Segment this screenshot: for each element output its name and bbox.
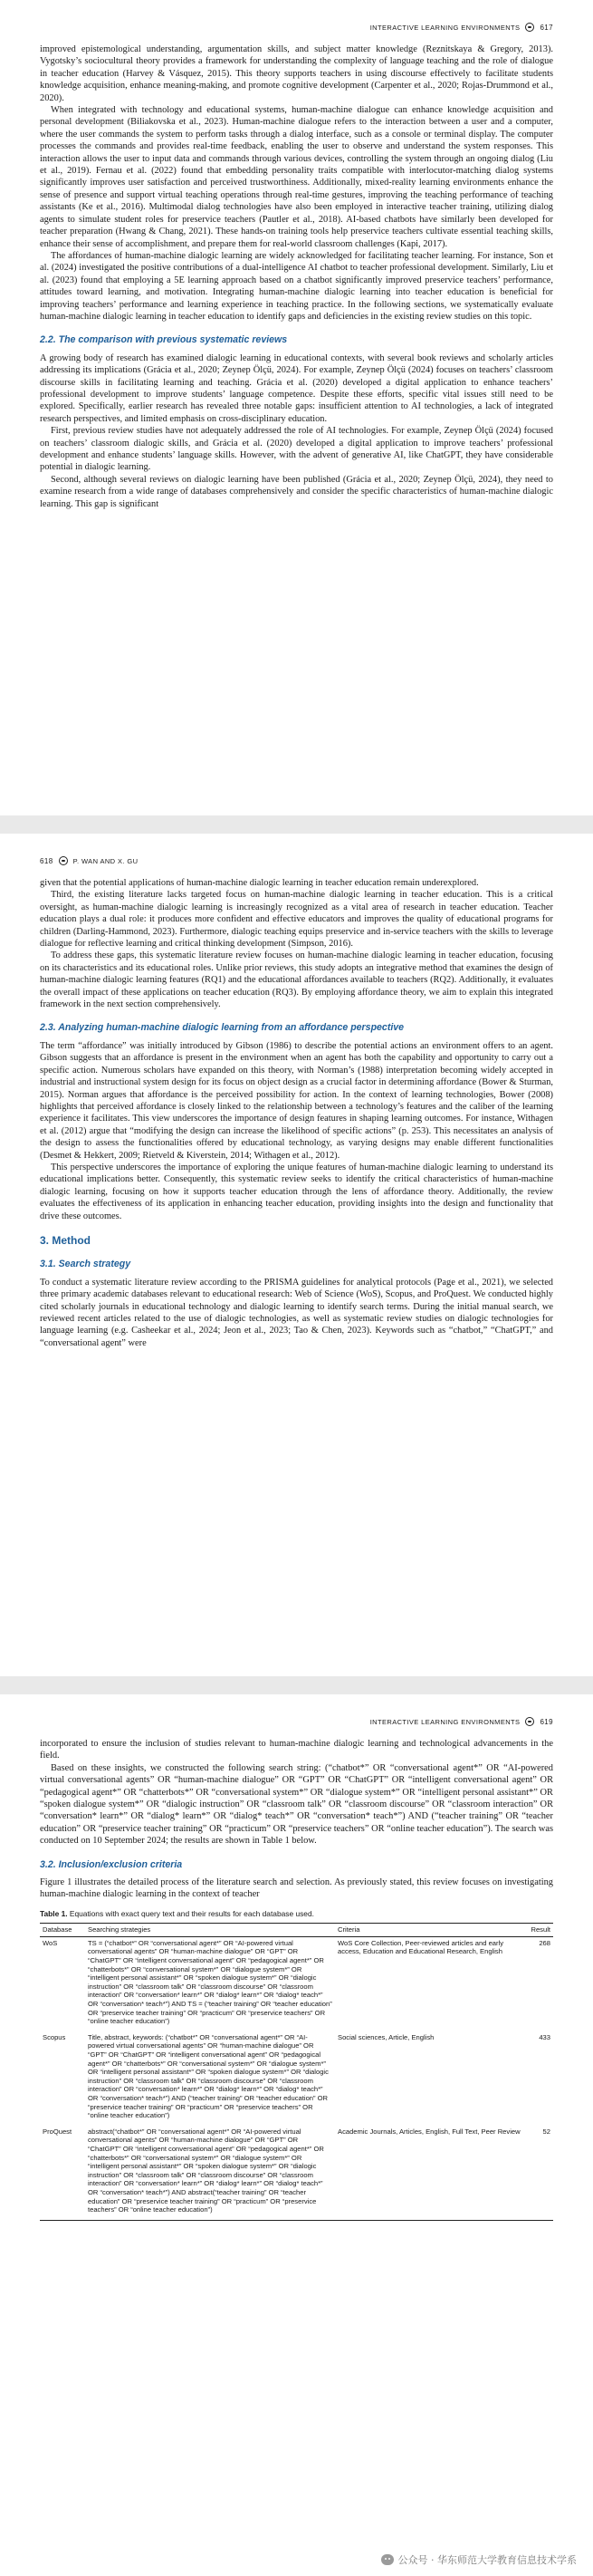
journal-logo-icon	[59, 856, 68, 865]
paragraph: To address these gaps, this systematic literature review focuses on human-machine dialogic learning in teacher education, focusing on its characteristics and its educational roles. Unlike prior reviews, this study adopts an integrative method that examines the design of human-machine dialogic learning features (RQ1) and the educational affordances available to teachers (RQ2). Additionally, it evaluates the overall impact of these applications on teacher education (RQ3). By employing affordance theory, we aim to explain this integrated framework in the next section comprehensively.	[40, 950, 553, 1010]
wechat-icon	[381, 2554, 394, 2565]
author-names: P. WAN AND X. GU	[72, 856, 139, 865]
subsection-heading: 3.2. Inclusion/exclusion criteria	[40, 1858, 183, 1870]
criteria-cell: Social sciences, Article, English	[338, 2032, 435, 2041]
search-strategy-cell: abstract(“chatbot*” OR “conversational agent*” OR “AI-powered virtual conversational agents” OR “human-machine dialogue” OR “GPT” OR “ChatGPT” OR “intelligent conversational agent” OR “pedagogical agent*” OR “chatterbots*” OR “conversational system*” OR “dialogue system*” OR “intelligent personal assistant*” OR “spoken dialogue system*” OR “dialogic instruction” OR “classroom talk” OR “classroom discourse” OR “classroom interaction” OR “conversation* learn*” OR “dialog* learn*” OR “dialog* teach*” OR “conversation* teach*”) AND abstract(“teacher training” OR “teacher education” OR “preservice teacher training” OR “practicum” OR “preservice teachers” OR “online teacher education”)	[85, 2126, 335, 2220]
paragraph: improved epistemological understanding, argumentation skills, and subject matter knowledge (Reznitskaya & Gregory, 2013). Vygotsky’s sociocultural theory provides a framework for understanding the complexity of language teaching and the role of dialogue in teacher education (Harvey & Vásquez, 2015). This theory supports teachers in using discourse effectively to facilitate students knowledge acquisition, enhance meaning-making, and promote cognitive development (Carpenter et al., 2020; Rojas-Drummond et al., 2020).	[40, 44, 553, 103]
result-cell: 433	[539, 2032, 550, 2041]
table-caption	[40, 1908, 553, 1920]
paragraph: incorporated to ensure the inclusion of studies relevant to human-machine dialogic learning and technological advancements in the field.	[40, 1739, 553, 1761]
table-row	[40, 2126, 553, 2220]
paragraph: The term “affordance” was initially introduced by Gibson (1986) to describe the potential actions an environment offers to an agent. Gibson suggests that an affordance is present in the environment when an agent has both the capability and opportunity to carry out a specific action. Numerous scholars have expanded on this theory, with Norman’s (1988) interpretation becoming widely accepted in industrial and instructional system design for its focus on object design as a crucial factor in determining affordance (Bower & Sturman, 2015). Norman argues that affordance is the perceived possibility for action. In the context of learning technologies, Bower (2008) highlights that perceived affordance is closely linked to the relationship between a technology’s features and the caliber of the learning experience it facilitates. This view underscores the importance of design features in shaping learning outcomes. For instance, Withagen et al. (2012) argue that “modifying the design can increase the likelihood of specific actions” (p. 253). This necessitates an analysis of the design to assess the functionalities offered by educational technology, as varying designs may enable different functionalities (Desmet & Hekkert, 2009; Rietveld & Kiverstein, 2014; Withagen et al., 2012).	[40, 1040, 553, 1161]
table-row	[40, 2031, 553, 2126]
paragraph: When integrated with technology and educational systems, human-machine dialogue can enhance knowledge acquisition and personal development (Biliakovska et al., 2023). Human-machine dialogue refers to the interaction between a user and a computer, where the user commands the system to perform tasks through a dialog interface, such as a console or terminal display. The computer processes the commands and provides real-time feedback, enabling the user to observe and understand the system responses. This interaction allows the user to input data and commands through various devices, controlling the system through an ongoing dialog (Liu et al., 2019). Fernau et al. (2022) found that embedding personality traits compatible with interlocutor-matching dialog systems significantly improves user satisfaction and perceived trustworthiness. Additionally, mixed-reality learning environments enhance the sense of presence and support virtual teaching operations through real-time gestures, improving the teaching performance of teaching assistants (Ke et al., 2016). Multimodal dialog technologies have also been employed in interactive teacher training, utilizing dialog agents to simulate student roles for preservice teachers (Pautler et al., 2018). AI-based chatbots have similarly been developed for teacher preparation (Hwang & Chang, 2021). These hands-on training tools help preservice teachers cultivate essential teaching skills, enhance their sense of accomplishment, and prepare them for real-world classroom challenges (Kapi, 2017).	[40, 105, 553, 249]
paragraph: The affordances of human-machine dialogic learning are widely acknowledged for facilitating teacher learning. For instance, Son et al. (2024) investigated the positive contributions of a dual-intelligence AI chatbot to teacher professional development. Similarly, Liu et al. (2023) found that employing a 5E learning approach based on a chatbot significantly improved preservice teachers’ performance, attitudes toward learning, and motivation. Integrating human-machine dialogic learning into teacher education is beneficial for improving teachers’ performance and learning experience in teaching practice. In the following sections, we systematically evaluate human-machine dialogic learning in teacher education to identify gaps and deficiencies in the existing review studies on this topic.	[40, 250, 553, 322]
page-number: 617	[540, 23, 553, 32]
page-617	[0, 0, 593, 815]
page-body	[40, 43, 553, 510]
database-cell: Scopus	[43, 2032, 66, 2041]
subsection-heading: 2.2. The comparison with previous systematic reviews	[40, 334, 288, 346]
column-header: Criteria	[335, 1924, 526, 1937]
page-618	[0, 834, 593, 1676]
column-header: Searching strategies	[85, 1924, 335, 1937]
paragraph: To conduct a systematic literature review according to the PRISMA guidelines for analytical protocols (Page et al., 2021), we selected three primary academic databases relevant to educational research: Web of Science (WoS), Scopus, and ProQuest. We conducted highly cited scholarly journals in educational technology and dialogic learning to identify search terms. During the initial manual search, we reviewed recent articles related to the use of dialogic technologies, as well as systematic review studies on dialogic technologies for language learning (e.g. Casheekar et al., 2024; Jeon et al., 2023; Tao & Chen, 2023). Keywords such as “chatbot,” “ChatGPT,” and “conversational agent” were	[40, 1277, 553, 1348]
page-body	[40, 1738, 553, 2221]
result-cell: 268	[539, 1938, 550, 1947]
paragraph: Figure 1 illustrates the detailed process of the literature search and selection. As previously stated, this review focuses on investigating human-machine dialogic learning in the context of teacher	[40, 1877, 553, 1900]
table-label: Table 1.	[40, 1908, 68, 1918]
page-619	[0, 1694, 593, 2576]
running-header	[40, 854, 553, 868]
running-header	[40, 1714, 553, 1729]
section-heading: 3. Method	[40, 1233, 91, 1247]
paragraph: given that the potential applications of human-machine dialogic learning in teacher education remain underexplored.	[40, 878, 479, 888]
paragraph: A growing body of research has examined dialogic learning in educational contexts, with several book reviews and scholarly articles addressing its implications (Grácia et al., 2020; Zeynep Ölçü, 2024). For example, Zeynep Ölçü (2024) focuses on teachers’ classroom discourse skills in facilitating learning and teaching. Grácia et al. (2020) developed a digital application to enhance teachers’ professional development to improve students’ language competence. Despite these efforts, specific vital issues still need to be explored. Specifically, earlier research has revealed three notable gaps: insufficient attention to AI technologies, a lack of integrated research perspectives, and limited emphasis on cross-disciplinary education.	[40, 352, 553, 424]
result-cell: 52	[526, 2126, 553, 2220]
criteria-cell: Academic Journals, Articles, English, Full Text, Peer Review	[335, 2126, 526, 2220]
journal-title: INTERACTIVE LEARNING ENVIRONMENTS	[369, 1717, 521, 1726]
watermark-text: 公众号 · 华东师范大学教育信息技术学系	[397, 2554, 577, 2566]
paragraph: Based on these insights, we constructed the following search string: (“chatbot*” OR “conversational agent*” OR “AI-powered virtual conversational agents” OR “human-machine dialogue” OR “GPT” OR “ChatGPT” OR “intelligent conversational agent” OR “pedagogical agent*” OR “chatterbots*” OR “conversational system*” OR “dialogue system*” OR “intelligent personal assistant*” OR “spoken dialogue system*” OR “dialogic instruction” OR “classroom talk” OR “classroom discourse” OR “classroom interaction” OR “conversation* learn*” OR “dialog* learn*” OR “dialog* teach*” OR “conversation* teach*”) AND (“teacher training” OR “teacher education” OR “preservice teacher training” OR “practicum” OR “preservice teachers” OR “online teacher education”). The search was conducted on 10 September 2024; the results are shown in Table 1 below.	[40, 1762, 553, 1847]
database-cell: WoS	[43, 1938, 58, 1947]
table-caption-text: Equations with exact query text and their results for each database used.	[69, 1908, 314, 1918]
page-number: 619	[540, 1717, 553, 1726]
journal-title: INTERACTIVE LEARNING ENVIRONMENTS	[369, 23, 521, 32]
paragraph: This perspective underscores the importance of exploring the unique features of human-machine dialogic learning to understand its educational implications better. Consequently, this systematic review seeks to identify the critical characteristics of human-machine dialogic learning, focusing on how it supports teacher education through the lens of affordance theory. Additionally, the review evaluates the effectiveness of its application in enhancing teacher education, providing insights into the design and functionality that drive these outcomes.	[40, 1162, 553, 1221]
journal-logo-icon	[525, 23, 534, 32]
search-strategy-cell: TS = (“chatbot*” OR “conversational agent*” OR “AI-powered virtual conversational agents” OR “human-machine dialogue” OR “GPT” OR “ChatGPT” OR “intelligent conversational agent” OR “pedagogical agent*” OR “chatterbots*” OR “conversational system*” OR “dialogue system*” OR “intelligent personal assistant*” OR “spoken dialogue system*” OR “dialogic instruction” OR “classroom talk” OR “classroom discourse” OR “classroom interaction” OR “conversation* learn*” OR “dialog* learn*” OR “dialog* teach*” OR “conversation* teach*”) AND TS = (“teacher training” OR “teacher education” OR “preservice teacher training” OR “practicum” OR “preservice teachers” OR “online teacher education”)	[88, 1938, 332, 2026]
table-header-row	[40, 1924, 553, 1937]
watermark	[381, 2552, 578, 2567]
search-strategy-cell: Title, abstract, keywords: (“chatbot*” OR “conversational agent*” OR “AI-powered virtual conversational agents” OR “human-machine dialogue” OR “GPT” OR “ChatGPT” OR “intelligent conversational agent” OR “pedagogical agent*” OR “chatterbots*” OR “conversational system*” OR “dialogue system*” OR “intelligent personal assistant*” OR “spoken dialogue system*” OR “dialogic instruction” OR “classroom talk” OR “classroom discourse” OR “classroom interaction” OR “conversation* learn*” OR “dialog* learn*” OR “dialog* teach*” OR “conversation* teach*”) AND (“teacher training” OR “teacher education” OR “preservice teacher training” OR “practicum” OR “preservice teachers” OR “online teacher education”)	[88, 2032, 329, 2120]
search-results-table	[40, 1923, 553, 2220]
column-header: Result	[526, 1924, 553, 1937]
page-number: 618	[40, 856, 53, 865]
database-cell: ProQuest	[40, 2126, 85, 2220]
column-header: Database	[40, 1924, 85, 1937]
paragraph: Third, the existing literature lacks targeted focus on human-machine dialogic learning in teacher education. This is a critical oversight, as human-machine dialogic learning is increasingly recognized as a vital area of research in teacher education. Teacher education plays a dual role: it produces more confident and effective educators and improves the quality of educational programs for children (Darling-Hammond, 2023). Furthermore, dialogic teaching equips preservice and in-service teachers with the skills to leverage dialogue for reflective learning and critical thinking development (Simpson, 2016).	[40, 890, 553, 950]
paragraph: First, previous review studies have not adequately addressed the role of AI technologies. For example, Zeynep Ölçü (2024) focused on teachers’ classroom dialogic skills, and Grácia et al. (2020) developed a digital application to improve teachers’ professional development and enhance students’ language skills. However, with the advent of generative AI, like ChatGPT, they have considerable potential in dialogic learning.	[40, 426, 553, 473]
subsection-heading: 3.1. Search strategy	[40, 1259, 131, 1270]
table-row	[40, 1936, 553, 2031]
subsection-heading: 2.3. Analyzing human-machine dialogic learning from an affordance perspective	[40, 1022, 405, 1034]
paragraph: Second, although several reviews on dialogic learning have been published (Grácia et al., 2020; Zeynep Ölçü, 2024), they need to examine research from a wide range of databases comprehensively and consider the specific characteristics of human-machine dialogic learning. This gap is significant	[40, 474, 553, 509]
criteria-cell: WoS Core Collection, Peer-reviewed articles and early access, Education and Educational Research, English	[338, 1938, 504, 1956]
page-body	[40, 877, 553, 1349]
running-header	[40, 20, 553, 34]
journal-logo-icon	[525, 1717, 534, 1726]
